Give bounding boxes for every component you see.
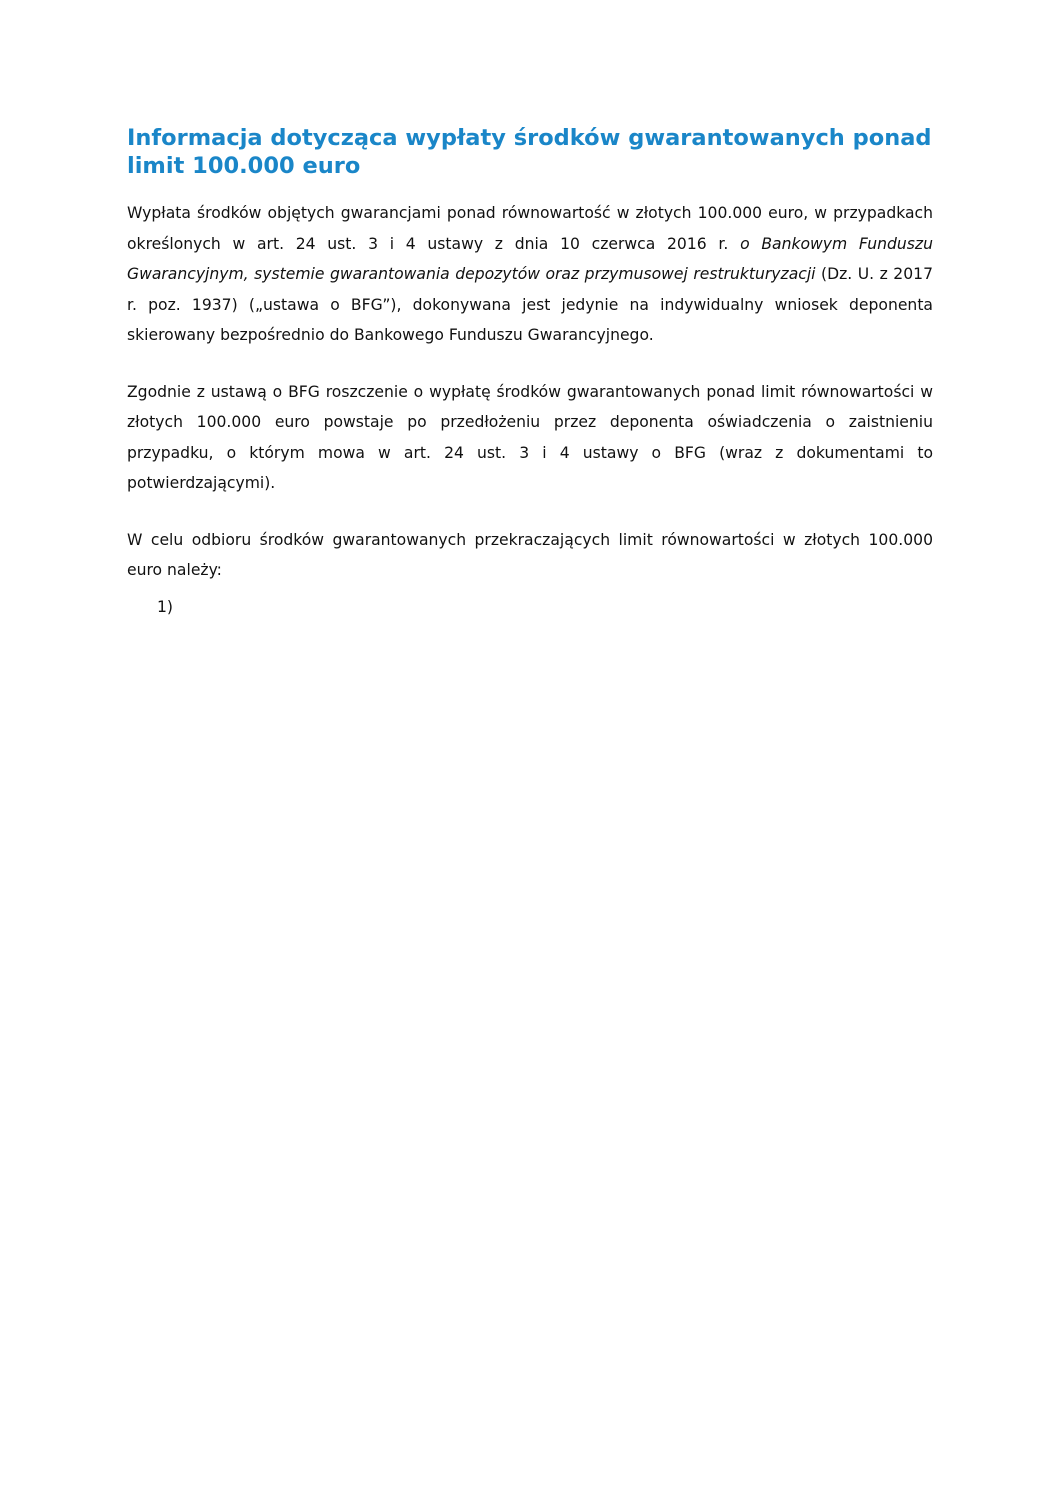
- paragraph-claim-basis: Zgodnie z ustawą o BFG roszczenie o wypłatę środków gwarantowanych ponad limit równowartości w złotych 100.000 euro powstaje po przedłożeniu przez deponenta oświadczenia o zaistnieniu przypadku, o którym mowa w art. 24 ust. 3 i 4 ustawy o BFG (wraz z dokumentami to potwierdzającymi).: [127, 382, 933, 492]
- document-title: Informacja dotycząca wypłaty środków gwarantowanych ponad limit 100.000 euro: [127, 125, 932, 179]
- paragraph-instructions-intro: W celu odbioru środków gwarantowanych przekraczających limit równowartości w złotych 100.000 euro należy:: [127, 530, 933, 579]
- document-page: [127, 124, 933, 622]
- paragraph-1-text-before: Wypłata środków objętych gwarancjami ponad równowartość w złotych 100.000 euro, w przypadkach określonych w art. 24 ust. 3 i 4 ustawy z dnia 10 czerwca 2016 r.: [127, 204, 933, 253]
- list-item-marker: 1): [157, 597, 174, 616]
- paragraph-1-text-after: (Dz. U. z 2017 r. poz. 1937) („ustawa o BFG”), dokonywana jest jedynie na indywidualny wniosek deponenta skierowany bezpośrednio do Bankowego Funduszu Gwarancyjnego.: [127, 265, 933, 344]
- list-item: [127, 592, 933, 622]
- act-title-italic: o Bankowym Funduszu Gwarancyjnym, systemie gwarantowania depozytów oraz przymusowej restrukturyzacji: [127, 234, 933, 283]
- paragraph-payout-request: [127, 198, 933, 351]
- instructions-list: [127, 592, 933, 622]
